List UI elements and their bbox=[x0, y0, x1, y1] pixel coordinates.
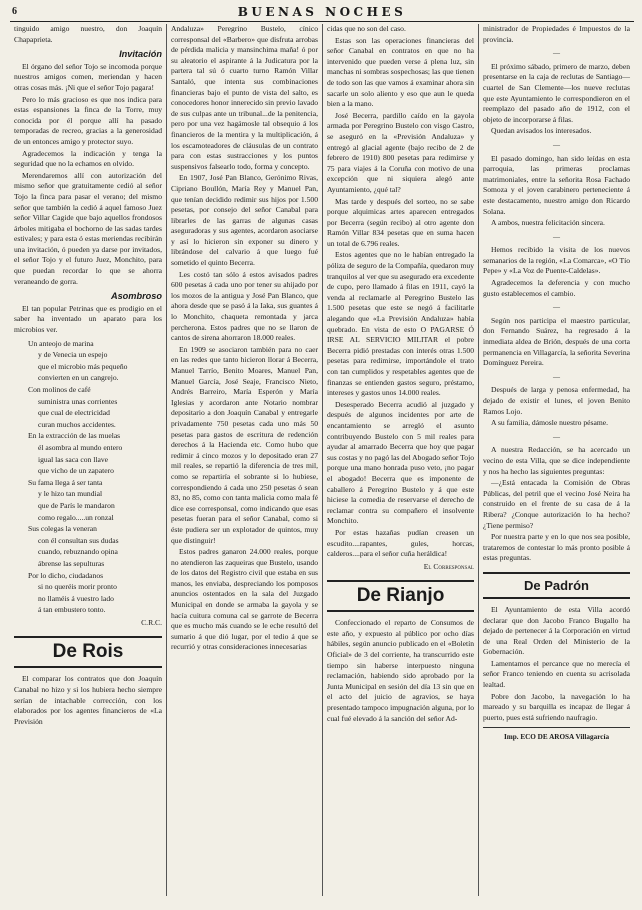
paragraph: Agradecemos la indicación y tenga la seguridad que no la echamos en olvido. bbox=[14, 148, 162, 169]
paragraph: Agradecemos la deferencia y con mucho gusto establecemos el cambio. bbox=[483, 278, 630, 298]
paragraph: Lamentamos el percance que no merecía el señor Franco teniendo en cuenta su acrisolada lealtad. bbox=[483, 658, 630, 690]
paragraph: ministrador de Propiedades é Impuestos de la provincia. bbox=[483, 24, 630, 44]
verse-line: que cual de electricidad bbox=[38, 408, 110, 418]
paragraph: Merendaremos allí con autorización del mismo señor que gratuitamente cedió al señor Tojo la finca para pasar el verano; del mismo señor que también la cedió á aquel famoso Juez señor Villar Cagide que bajo aquellos frondosos árboles mitigaba el bochorno de las sadas tardes estivales; y para esta ó estas meriendas recibirán una invitación, ó pueden ya darse por invitados, el señor Tojo y el futuro Juez, Monchito, para que puedan recordar lo que se ahorra veraneando de gorra. bbox=[14, 170, 162, 286]
paragraph: El pasado domingo, han sido leídas en esta parroquia, las primeras proclamas matrimoniales, entre la señorita Rosa Fachado Somoza y el joven carabinero perteneciente á este destacamento, nuestro amigo don Ricardo Solana. bbox=[483, 153, 630, 216]
paragraph: Pobre don Jacobo, la navegación lo ha mareado y su barquilla es incapaz de llegar á puerto, pues está sufriendo naufragio. bbox=[483, 691, 630, 722]
section-heading-asombroso: Asombroso bbox=[110, 291, 162, 302]
town-heading-rianjo: De Rianjo bbox=[356, 585, 445, 607]
poem bbox=[14, 339, 162, 616]
verse-line: y le hizo tan mundial bbox=[38, 489, 103, 499]
masthead-rule bbox=[10, 21, 634, 22]
paragraph: Les costó tan sólo á estos avisados padres 600 pesetas á cada uno por tener su ahijado por los mozos de la antigua y José Pan Blanco, que ahora desde que se pasó á la Iaka, sus guantes á lo Monchito, chaqueta remontada y jarca percherona. Estos padres que no se llaron de cantos de sirena ahorraron 18.000 reales. bbox=[171, 269, 318, 343]
paragraph: El comparar los contratos que don Joaquín Canabal no hizo y si los hubiera hecho siempre serían de intachable corrección, con los elaborados por los agentes financieros de «La Previsión bbox=[14, 674, 162, 726]
paragraph: Pero lo más gracioso es que nos indica para estas espansiones la finca de la Torre, muy conocida por él porque allí ha pasado temporadas de recreo, gracias a la generosidad de un entonces amigo y protector suyo. bbox=[14, 94, 162, 146]
signature: El Corresponsal bbox=[423, 561, 474, 571]
verse-line: curan muchos accidentes. bbox=[38, 419, 116, 429]
column-1 bbox=[10, 24, 166, 896]
paragraph: Por estas hazañas pudían creasen un escudito....rapantes, gules, horcas, calderos....para el señor cuña heráldica! bbox=[327, 527, 474, 559]
verse-line: con él consultan sus dudas bbox=[38, 535, 119, 545]
separator: — bbox=[553, 432, 560, 441]
verse-line: él asombra al mundo entero bbox=[38, 442, 123, 452]
paragraph: A nuestra Redacción, se ha acercado un vecino de esta Villa, que se dice independiente y nos ha hecho las siguientes preguntas: bbox=[483, 445, 630, 476]
signature: C.R.C. bbox=[141, 617, 162, 627]
masthead bbox=[10, 6, 634, 20]
verse-line: Su fama llega á ser tanta bbox=[28, 477, 103, 487]
columns bbox=[10, 24, 634, 896]
town-heading-box bbox=[14, 636, 162, 668]
verse-line: que de París le mandaron bbox=[38, 500, 115, 510]
paragraph: El tan popular Petrinas que es prodigio en el saber ha inventado un aparato para los microbios ver. bbox=[14, 303, 162, 335]
paragraph: tinguido amigo nuestro, don Joaquín Chapaprieta. bbox=[14, 24, 162, 44]
paragraph: Andaluza» Peregrino Bustelo, cínico corresponsal del «Barbero» que disfruta arrobas de pérdida malicia y mansinchima maña! ó por su aleatorio el aspirante á la Judicatura por la partera tal sú ó cuarto turno Ramón Villar Santaló, que intenta sus combinaciones financieras bajo el punto de vista del salto, es conocedores honor innerecido sin previo lavado de sus culpas ante un tribunal...de la penitencia, pero por una vez hagámosle tal obsequio á los financieros de la mentira y la multiplicación, á los escamoteadores de cláusulas de un contrato para con estas sustracciones y los puntos suspensivos falsearlo todo, forma y concepto. bbox=[171, 24, 318, 171]
column-4 bbox=[478, 24, 634, 896]
paragraph: Desesperado Becerra acudió al juzgado y después de algunos incidentes por arte de encantamiento se arregló el asunto contribuyendo Bustelo con 5 mil reales para ayudar al amarrado Becerra que hoy que pagar sus costas y no pagó las del Abogado señor Tojo porque una mano honrada puso veto, ¡no pagar el abogado! Becerra que es imponente de caballero á Peregrino Bustelo y á que este hiciese la comedia de reservarse el derecho de reclamar contra su compañero el insolvente Monchito. bbox=[327, 399, 474, 526]
verse-line: no llaméis á vuestro lado bbox=[38, 593, 114, 603]
paragraph: En 1907, José Pan Blanco, Gerónimo Rivas, Cipriano Boullón, María Rey y Manuel Pan, que tenían decidido redimir sus hijos por 1.500 pesetas, por consejo del señor Canabal para librarles de las garras de algunas casas aseguradoras y sus agentes, acordaron asociarse y así lo hicieron sin exponer su dinero y librándose del calvario á que luego fué sometido el quinto Becerra. bbox=[171, 173, 318, 268]
verse-line: que vicho de un zapatero bbox=[38, 466, 114, 476]
column-2 bbox=[166, 24, 322, 896]
verse-line: ábrense las sepulturas bbox=[38, 558, 105, 568]
verse-line: Con molinos de café bbox=[28, 385, 91, 394]
paragraph: A ambos, nuestra felicitación sincera. bbox=[491, 218, 605, 228]
paragraph: Quedan avisados los interesados. bbox=[491, 126, 592, 136]
paragraph: Después de larga y penosa enfermedad, ha dejado de existir el lunes, el joven Benito Ramos Lojo. bbox=[483, 385, 630, 416]
verse-line: que el microbio más pequeño bbox=[38, 361, 128, 371]
town-heading-box bbox=[483, 572, 630, 599]
separator: — bbox=[553, 303, 560, 312]
verse-line: convierten en un cangrejo. bbox=[38, 373, 119, 383]
verse-line: En la extracción de las muelas bbox=[28, 431, 121, 441]
verse-line: y de Venecia un espejo bbox=[38, 350, 108, 360]
paragraph: —¿Está entacada la Comisión de Obras Públicas, del petril que el vecino José Neira ha construido en el frente de su casa de á la Ribera? ¿Conque autorización lo ha hecho? ¿Tiene permiso? bbox=[483, 478, 630, 530]
verse-line: igual las saca con llave bbox=[38, 454, 109, 464]
verse-line: si no queréis morir pronto bbox=[38, 582, 117, 592]
verse-line: suministra unas corrientes bbox=[38, 396, 118, 406]
paragraph: El Ayuntamiento de esta Villa acordó declarar que don Jacobo Franco Bugallo ha dejado de pertenecer á la Corporación en virtud de una Real Orden del Ministerio de la Gobernación. bbox=[483, 604, 630, 657]
verse-line: á tan embustero tonto. bbox=[38, 605, 106, 615]
paragraph: Mas tarde y después del sorteo, no se sabe porque alquimicas artes aparecen entregados por Becerra (según recibo) al otro agente don Ramón Villar 834 pesetas que en suma hacen un total de 6.796 reales. bbox=[327, 196, 474, 248]
page-number: 6 bbox=[12, 6, 17, 17]
paragraph: Estos padres ganaron 24.000 reales, porque no atendieron las zaqueiras que Bustelo, usando de los datos del Registro civil que estaba en sus manos, les enviaba, despreciando los pomposos anuncios ostentados en la sala del Juzgado Municipal en donde se armaba la gayola y se hacía cuitura comuna cal se garrote de Becerra que es mucho más cuando se le eche resultó del sumario á que dió lugar, por el tedio á que se recurrió y otras consideraciones innecesarias bbox=[171, 547, 318, 652]
verse-line: Por lo dicho, ciudadanos bbox=[28, 570, 104, 580]
separator: — bbox=[553, 232, 560, 241]
town-heading-box bbox=[327, 580, 474, 612]
separator: — bbox=[553, 140, 560, 149]
separator: — bbox=[553, 372, 560, 381]
verse-line: como regalo.....un ronzal bbox=[38, 512, 114, 522]
paragraph: A su familia, dámosle nuestro pésame. bbox=[491, 418, 609, 428]
imprint-rule bbox=[483, 727, 630, 728]
column-3 bbox=[322, 24, 478, 896]
paragraph: En 1909 se asociaron también para no caer en las redes que tanto hicieron llorar á Becerra, Manuel Tarrío, Benito Moares, Manuel Pan, Manuel García, José Seaje, Francisco Nieto, Andrés Barreiro, María Esperón y María Iglesias y acordaron ante Notario nombrar depositario a don Joaquín Canabal y entregarle privadamente 750 pesetas cada uno más 50 pesetas para gastos de escritura de redención derechos á la Hacienda etc. Como hubo que redimir á cinco mozos y lo depositado eran 27 mil reales, se repartió la diferencia de tres mil, como se repartiría el sobrante si lo hubiese, correspondiendo á cada uno 250 pesetas ó sean 83, no 85, como con tanta malicia como mala fé dice ese corresponsal, como indicando que esas pesetas fueran para el señor Canabal, como si éste pudiera ser un explotador de quintos, muy que distinguir! bbox=[171, 344, 318, 545]
paragraph: El órgano del señor Tojo se incomoda porque nuestros amigos comen, meriendan y hacen otras cosas más. ¡Ni que el señor Tojo pagara! bbox=[14, 61, 162, 92]
section-heading-invitacion: Invitación bbox=[119, 49, 162, 60]
paragraph: Estos agentes que no le habían entregado la póliza de seguro de la Compañía, quedaron muy tranquilos al ver que su asegurado era excedente de cupo, pero llamado á filas en 1911, cayó la venda al reclamarle al Peregrino Bustelo las 1.500 pesetas que este se negó á facilitarle alegando que «La Previsión Andaluza» había quebrado. En vista de esto O PAGARSE Ó IRSE AL SERVICIO MILITAR el pobre Becerra pidió prestadas con interés otras 1.500 pesetas para redimirse, importándole el trato con tan cumplidos y respetables agentes que de finanzas se entienden gastos seguro, préstamo, intereses y gastos unos 14.000 reales. bbox=[327, 250, 474, 398]
newspaper-title: BUENAS NOCHES bbox=[237, 5, 407, 19]
separator: — bbox=[553, 49, 560, 58]
paragraph: Estas son las operaciones financieras del señor Canabal en contratos en que no ha intervenido que pueden verse á plena luz, sin manchas ni sombras sospechosas; las que tienen de todo son las que vamos á examinar ahora sin sacarle un solo aliento y eso que aun le queda bien a la mano. bbox=[327, 35, 474, 109]
paragraph: Hemos recibido la visita de los nuevos semanarios de la región, «La Comarca», «O Tío Pepe» y «La Voz de Puente-Caldelas». bbox=[483, 245, 630, 276]
verse-line: Un anteojo de marina bbox=[28, 338, 94, 348]
paragraph: Confeccionado el reparto de Consumos de este año, y expuesto al público por ocho días hábiles, según anuncio publicado en el «Boletín Oficial» de 3 del corriente, ha transcurrido este tiempo sin haberse interpuesto ninguna reclamación, habiendo sido aprobado por la Junta Municipal en sesión del día 13 sin que en el acto del juicio de agravios, se haya presentado tampoco impugnación alguna, por lo cual fué elevado á la sanción del señor Ad- bbox=[327, 618, 474, 723]
printer-imprint: Imp. ECO DE AROSA Villagarcía bbox=[503, 733, 610, 742]
paragraph: cidas que no son del caso. bbox=[327, 24, 406, 33]
paragraph: Según nos participa el maestro particular, don Fernando Suárez, ha regresado á la inmediata aldea de Brión, después de una corta permanencia en Villagarcía, la señorita Severina Domínguez Pereira. bbox=[483, 315, 630, 368]
paragraph: José Becerra, pardillo caído en la gayola armada por Peregrino Bustelo con visgo Castro, se aseguró en la «Previsión Andaluza» y entregó al glacial agente (bajo recibo de 2 de febrero de 1910) 800 pesetas para redimirse y 75 para viajes á la Coruña con motivo de una excepción que ni siquiera alegó ante Ayuntamiento, ¿qué tal? bbox=[327, 110, 474, 194]
town-heading-padron: De Padrón bbox=[523, 577, 589, 593]
verse-line: cuando, rebuznando opina bbox=[38, 547, 118, 557]
paragraph: Por nuestra parte y en lo que nos sea posible, trataremos de contestar lo más pronto posible á estas preguntas. bbox=[483, 532, 630, 563]
verse-line: Sus colegas la veneran bbox=[28, 524, 97, 534]
town-heading-rois: De Rois bbox=[52, 641, 124, 663]
paragraph: El próximo sábado, primero de marzo, deben presentarse en la caja de reclutas de Santiago—cuartel de San Clemente—los nueve reclutas que este Ayuntamiento le correspondieron en el reemplazo del pasado año de 1912, con el objeto de incorporarse á filas. bbox=[483, 61, 630, 124]
